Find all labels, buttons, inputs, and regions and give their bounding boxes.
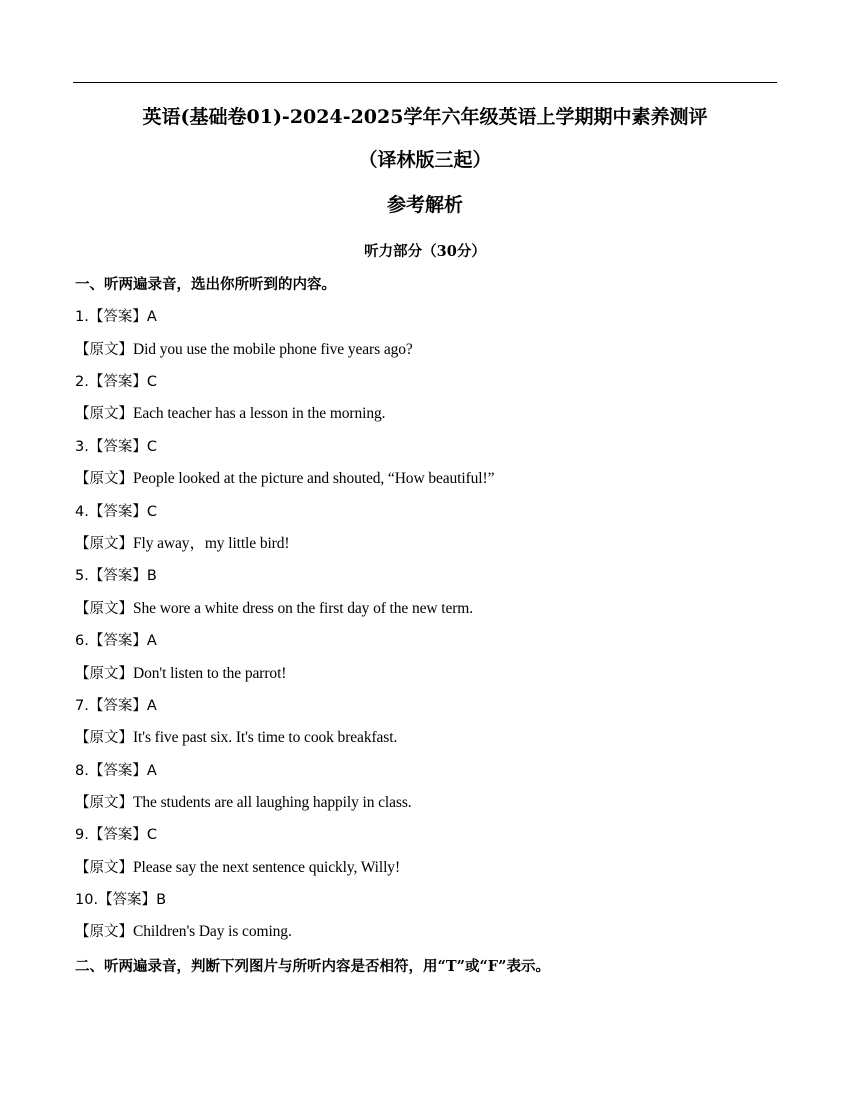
answer-value: C: [146, 504, 157, 520]
answer-tag: 【答案】: [88, 633, 147, 649]
original-text: She wore a white dress on the first day of the new term.: [133, 600, 474, 617]
original-line: [75, 469, 494, 489]
original-tag: 【原文】: [75, 536, 133, 552]
original-text: Each teacher has a lesson in the morning.: [133, 405, 386, 422]
answer-line: [75, 890, 166, 910]
item-number: 3.: [75, 439, 89, 455]
answer-tag: 【答案】: [88, 309, 147, 325]
answer-value: A: [146, 633, 157, 649]
answer-value: C: [146, 439, 157, 455]
document-subtitle: 参考解析: [386, 194, 463, 216]
answer-value: B: [146, 568, 157, 584]
original-line: [75, 793, 412, 813]
original-text: The students are all laughing happily in class.: [133, 794, 412, 811]
original-tag: 【原文】: [75, 924, 133, 940]
document-title: 英语(基础卷01)-2024-2025学年六年级英语上学期期中素养测评: [142, 106, 708, 128]
original-tag: 【原文】: [75, 795, 133, 811]
original-tag: 【原文】: [75, 666, 133, 682]
original-line: [75, 534, 289, 554]
answer-line: [75, 372, 157, 392]
answer-line: [75, 437, 157, 457]
part2-instruction: 二、听两遍录音，判断下列图片与所听内容是否相符，用“T”或“F”表示。: [75, 958, 550, 975]
original-tag: 【原文】: [75, 601, 133, 617]
original-tag: 【原文】: [75, 471, 133, 487]
item-number: 1.: [75, 309, 89, 325]
answer-tag: 【答案】: [88, 439, 147, 455]
original-tag: 【原文】: [75, 730, 133, 746]
answer-line: [75, 696, 157, 716]
answer-tag: 【答案】: [88, 374, 147, 390]
item-number: 2.: [75, 374, 89, 390]
answer-value: C: [146, 827, 157, 843]
original-line: [75, 404, 385, 424]
answer-value: A: [146, 763, 157, 779]
original-text: Fly away，my little bird!: [133, 535, 290, 552]
item-number: 8.: [75, 763, 89, 779]
answer-line: [75, 566, 157, 586]
original-text: People looked at the picture and shouted, “How beautiful!”: [133, 470, 495, 487]
original-text: Did you use the mobile phone five years ago?: [133, 341, 413, 358]
answer-line: [75, 825, 157, 845]
original-tag: 【原文】: [75, 342, 133, 358]
item-number: 4.: [75, 504, 89, 520]
answer-value: C: [146, 374, 157, 390]
original-line: [75, 599, 473, 619]
item-number: 5.: [75, 568, 89, 584]
original-line: [75, 728, 397, 748]
answer-tag: 【答案】: [98, 892, 157, 908]
answer-tag: 【答案】: [88, 698, 147, 714]
part1-instruction: 一、听两遍录音，选出你所听到的内容。: [75, 276, 336, 293]
original-tag: 【原文】: [75, 406, 133, 422]
answer-line: [75, 502, 157, 522]
answer-value: A: [146, 698, 157, 714]
answer-value: A: [146, 309, 157, 325]
item-number: 7.: [75, 698, 89, 714]
original-line: [75, 922, 292, 942]
original-text: It's five past six. It's time to cook breakfast.: [133, 729, 398, 746]
item-number: 6.: [75, 633, 89, 649]
original-text: Don't listen to the parrot!: [133, 665, 287, 682]
original-line: [75, 664, 286, 684]
answer-tag: 【答案】: [88, 504, 147, 520]
item-number: 9.: [75, 827, 89, 843]
original-text: Children's Day is coming.: [133, 923, 292, 940]
original-text: Please say the next sentence quickly, Willy!: [133, 859, 401, 876]
document-edition: （译林版三起）: [358, 149, 492, 171]
answer-line: [75, 761, 157, 781]
original-line: [75, 340, 413, 360]
answer-value: B: [156, 892, 167, 908]
item-number: 10.: [75, 892, 99, 908]
answer-line: [75, 631, 157, 651]
original-tag: 【原文】: [75, 860, 133, 876]
answer-tag: 【答案】: [88, 763, 147, 779]
original-line: [75, 858, 400, 878]
section-heading: 听力部分（30分）: [364, 243, 486, 260]
answer-tag: 【答案】: [88, 568, 147, 584]
answer-tag: 【答案】: [88, 827, 147, 843]
answer-line: [75, 307, 157, 327]
header-rule: [73, 82, 777, 83]
